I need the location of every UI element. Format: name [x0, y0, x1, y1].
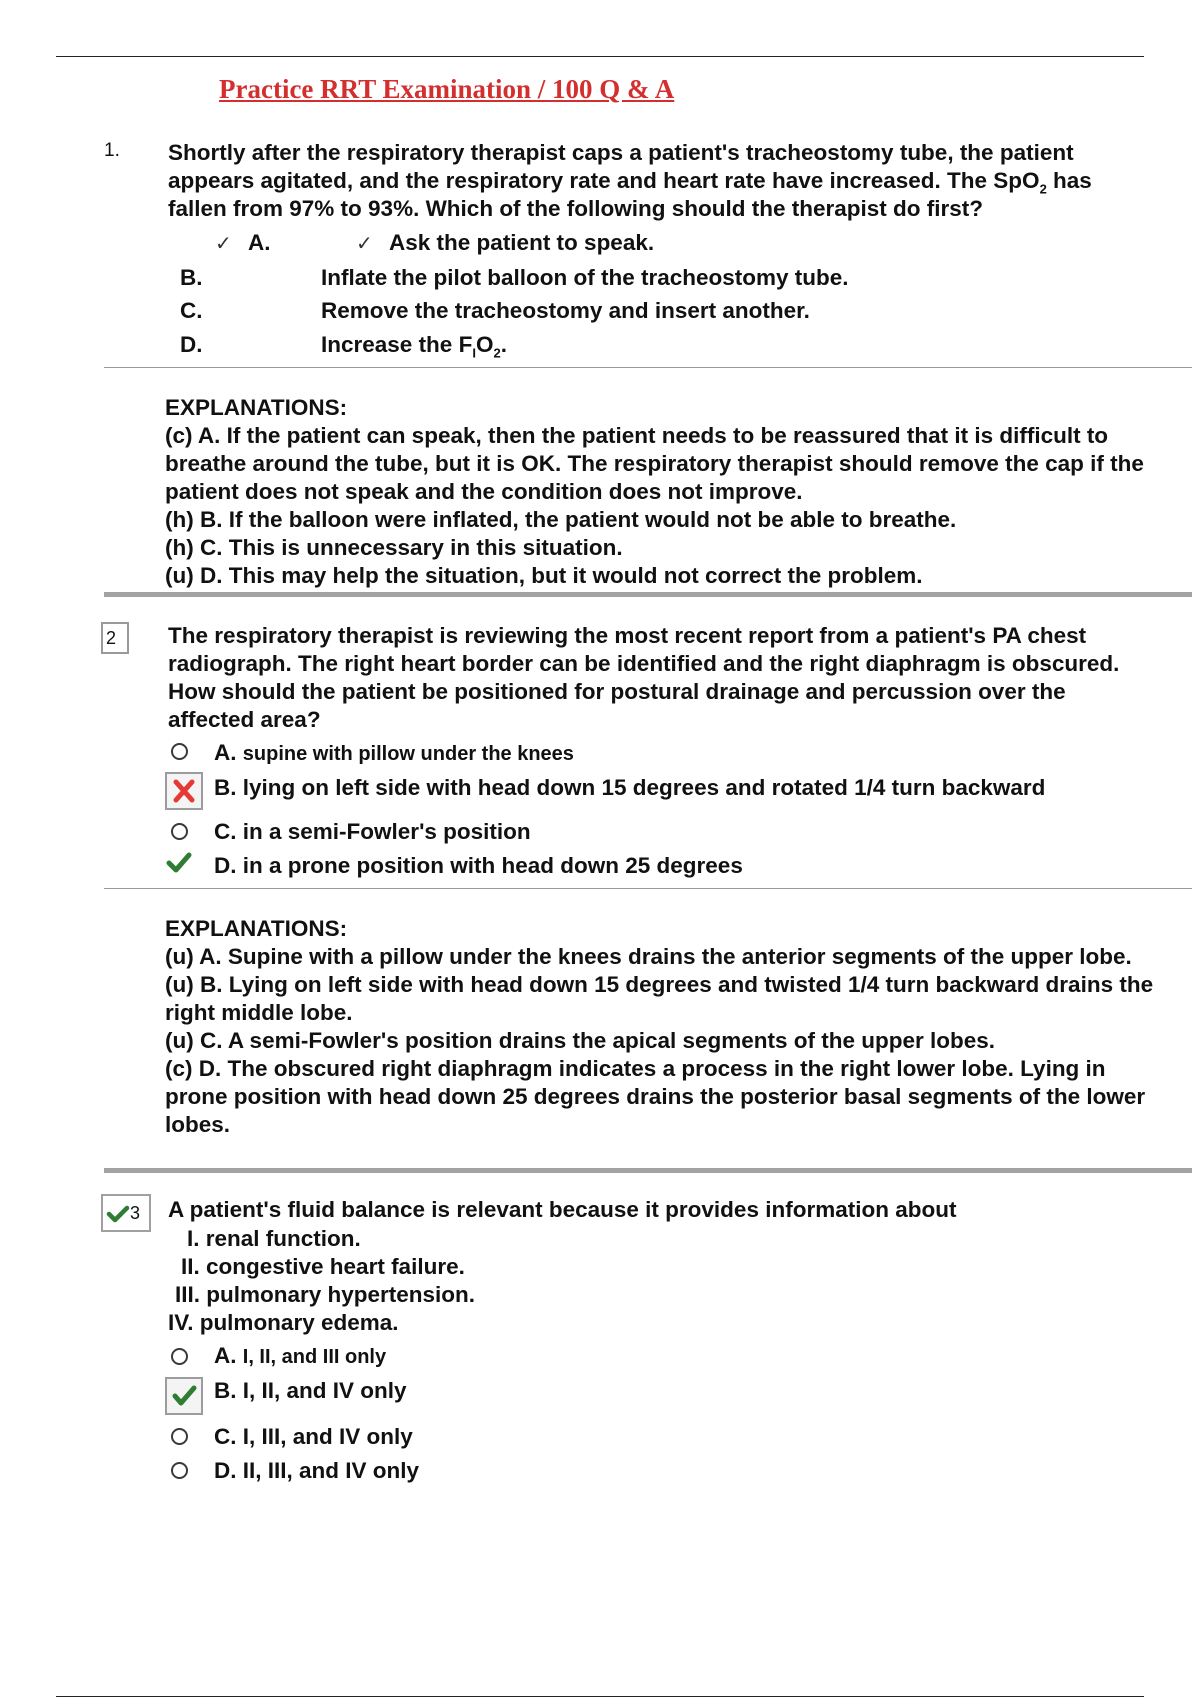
explanation-c: (h) C. This is unnecessary in this situation.	[165, 535, 623, 560]
q2-option-b[interactable]	[214, 774, 1045, 802]
explanations-heading: EXPLANATIONS:	[165, 916, 348, 941]
q2-option-b-letter: B.	[214, 775, 237, 800]
correct-check-icon	[166, 852, 192, 874]
question-1-number: 1.	[104, 140, 120, 161]
page-title: Practice RRT Examination / 100 Q & A	[219, 74, 675, 104]
q2-option-c-text: in a semi-Fowler's position	[242, 819, 531, 844]
q1-option-a-text: Ask the patient to speak.	[389, 230, 655, 255]
section-divider	[104, 1168, 1192, 1173]
q3-option-d-radio[interactable]	[171, 1462, 188, 1479]
q3-option-a[interactable]	[214, 1342, 386, 1371]
q3-option-c-letter: C.	[214, 1424, 237, 1449]
q1-option-a-letter: A.	[248, 230, 271, 255]
q3-option-d-letter: D.	[214, 1458, 237, 1483]
q3-option-d-text: II, III, and IV only	[242, 1458, 420, 1483]
wrong-x-icon	[167, 774, 201, 808]
section-divider	[104, 592, 1192, 597]
q3-option-a-text: I, II, and III only	[242, 1346, 387, 1368]
q2-option-a-letter: A.	[214, 740, 237, 765]
q1-option-b-text[interactable]: Inflate the pilot balloon of the tracheostomy tube.	[321, 265, 849, 290]
q1-option-c-text[interactable]: Remove the tracheostomy and insert another.	[321, 298, 810, 323]
q2-option-c-radio[interactable]	[171, 823, 188, 840]
q2-option-a-radio[interactable]	[171, 743, 188, 760]
q3-option-c[interactable]	[214, 1423, 413, 1451]
q2-option-c[interactable]	[214, 818, 531, 846]
correct-check-icon	[106, 1205, 130, 1223]
q3-option-a-letter: A.	[214, 1343, 237, 1368]
checkmark-icon: ✓	[215, 233, 232, 255]
q3-item-ii: II. congestive heart failure.	[181, 1254, 465, 1279]
question-2-number: 2	[101, 622, 129, 654]
q2-option-a-text: supine with pillow under the knees	[242, 743, 574, 765]
q3-item-iv: IV. pulmonary edema.	[168, 1310, 399, 1335]
bottom-rule	[56, 1696, 1144, 1697]
q3-option-b-text: I, II, and IV only	[242, 1378, 407, 1403]
explanation-b: (u) B. Lying on left side with head down 15 degrees and twisted 1/4 turn backward drains the right middle lobe.	[165, 972, 1154, 1025]
question-3-number: 3	[130, 1203, 141, 1223]
q2-option-d-text: in a prone position with head down 25 degrees	[242, 853, 743, 878]
q3-item-iii: III. pulmonary hypertension.	[175, 1282, 476, 1307]
question-2-stem: The respiratory therapist is reviewing the most recent report from a patient's PA chest radiograph. The right heart border can be identified and the right diaphragm is obscured. How should the patient be positioned for postural drainage and percussion over the affected area?	[168, 623, 1120, 732]
q2-option-d[interactable]	[214, 852, 743, 880]
question-3-number-box	[101, 1194, 151, 1232]
q1-option-a-answer	[356, 229, 654, 258]
explanation-b: (h) B. If the balloon were inflated, the patient would not be able to breathe.	[165, 507, 957, 532]
q3-option-c-text: I, III, and IV only	[242, 1424, 413, 1449]
q1-option-d-text[interactable]: Increase the $F_IO_2$.	[321, 332, 507, 361]
divider	[104, 367, 1192, 368]
explanation-d: (c) D. The obscured right diaphragm indicates a process in the right lower lobe. Lying in prone position with head down 25 degrees drains the posterior basal segments of the lower lobes.	[165, 1056, 1146, 1137]
checkmark-icon: ✓	[356, 233, 373, 255]
q2-explanations	[165, 915, 1160, 1139]
q3-option-b-marker	[165, 1377, 203, 1415]
q2-option-d-letter: D.	[214, 853, 237, 878]
q2-option-c-letter: C.	[214, 819, 237, 844]
q3-option-a-radio[interactable]	[171, 1348, 188, 1365]
divider	[104, 888, 1192, 889]
q1-option-c-letter: C.	[180, 298, 203, 323]
q3-option-b-letter: B.	[214, 1378, 237, 1403]
explanation-a: (u) A. Supine with a pillow under the knees drains the anterior segments of the upper lobe.	[165, 944, 1132, 969]
q3-item-i: I. renal function.	[187, 1226, 361, 1251]
top-rule	[56, 56, 1144, 57]
q2-option-b-marker	[165, 772, 203, 810]
explanations-heading: EXPLANATIONS:	[165, 395, 348, 420]
question-3-stem: A patient's fluid balance is relevant because it provides information about	[168, 1197, 957, 1222]
q3-option-c-radio[interactable]	[171, 1428, 188, 1445]
q2-option-b-text: lying on left side with head down 15 degrees and rotated 1/4 turn backward	[242, 775, 1046, 800]
question-1-stem: Shortly after the respiratory therapist caps a patient's tracheostomy tube, the patient appears agitated, and the respiratory rate and heart rate have increased. The SpO$_2$ has fallen from 97% to 93%. Which of the following should the therapist do first?	[168, 140, 1092, 221]
q1-explanations	[165, 394, 1160, 590]
q3-option-d[interactable]	[214, 1457, 419, 1485]
explanation-d: (u) D. This may help the situation, but it would not correct the problem.	[165, 563, 923, 588]
q1-option-d-letter: D.	[180, 332, 203, 357]
q3-option-b[interactable]	[214, 1377, 407, 1405]
q1-option-b-letter: B.	[180, 265, 203, 290]
explanation-c: (u) C. A semi-Fowler's position drains the apical segments of the upper lobes.	[165, 1028, 996, 1053]
q2-option-a[interactable]	[214, 739, 574, 768]
q1-option-a[interactable]	[215, 229, 271, 258]
explanation-a: (c) A. If the patient can speak, then the patient needs to be reassured that it is difficult to breathe around the tube, but it is OK. The respiratory therapist should remove the cap if the patient does not speak and the condition does not improve.	[165, 423, 1144, 504]
correct-check-icon	[167, 1379, 201, 1413]
